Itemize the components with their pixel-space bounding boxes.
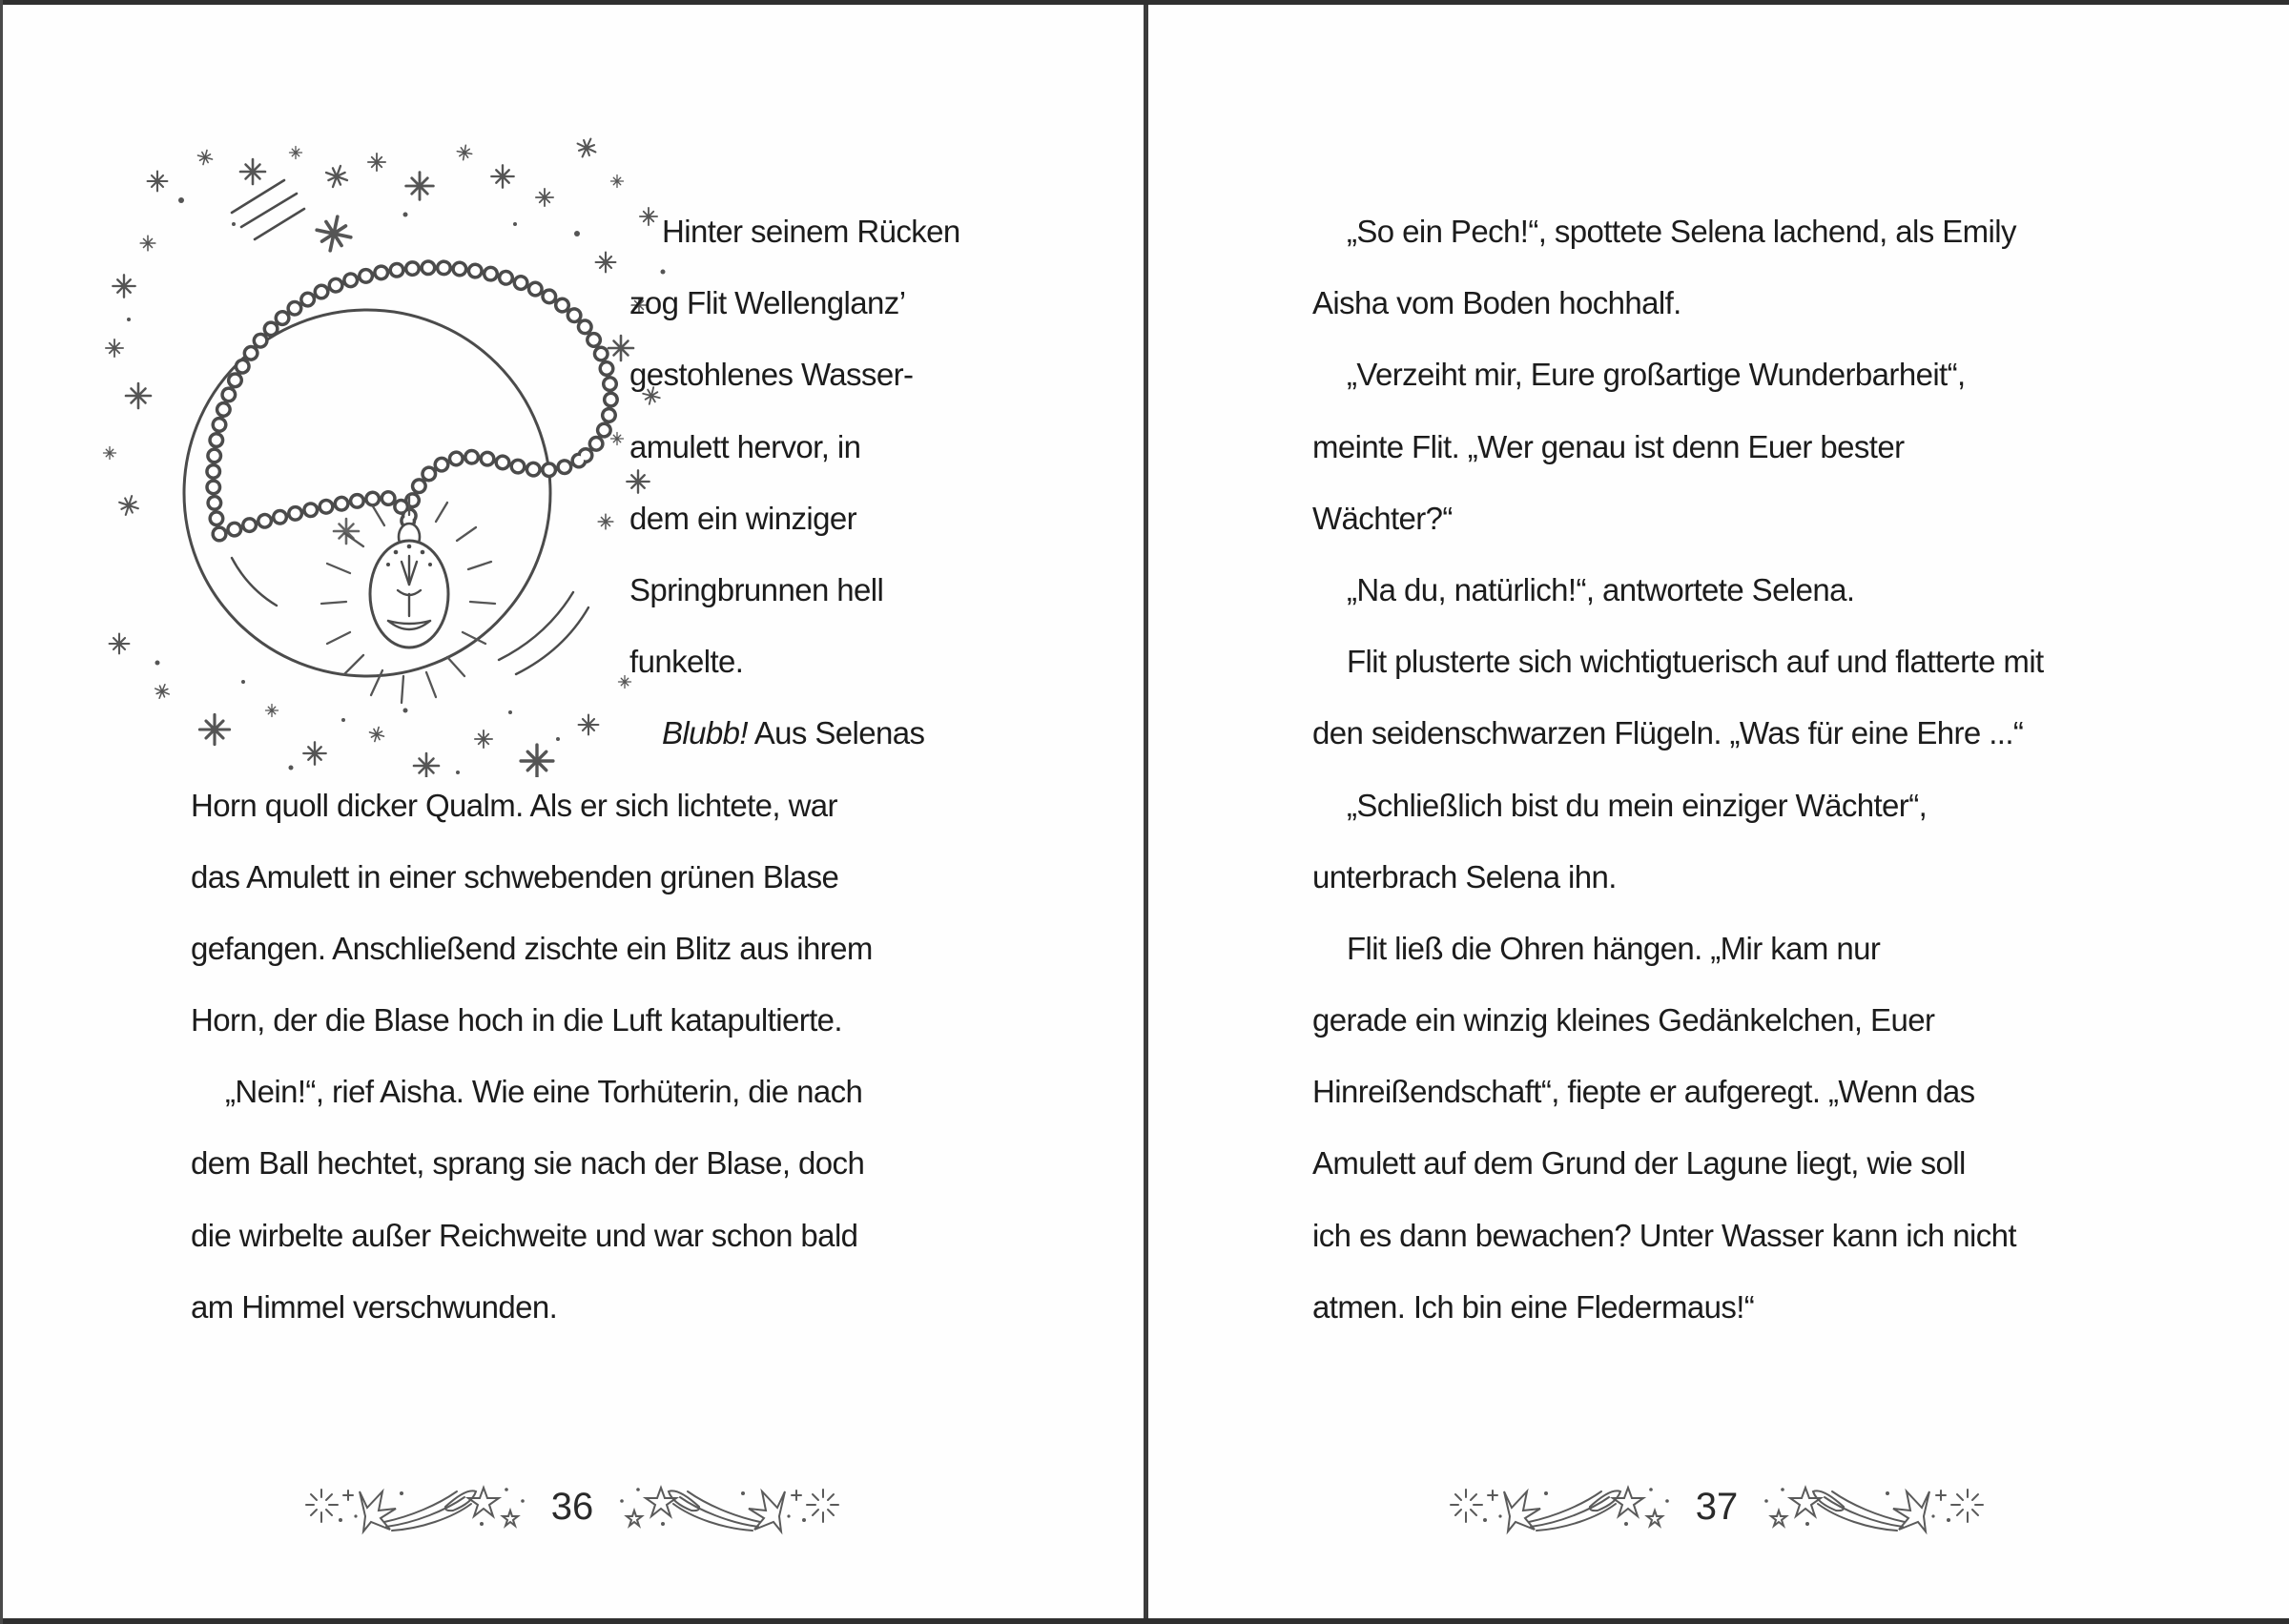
- text-line: gefangen. Anschließend zischte ein Blitz aus ihrem: [191, 930, 873, 966]
- onomatopoeia: Blubb!: [662, 715, 748, 751]
- text-line: Hinreißendschaft“, fiepte er aufgeregt. „Wenn das: [1312, 1074, 1975, 1110]
- footer-ornament-left: [302, 1478, 526, 1535]
- page-left: [0, 0, 1144, 1624]
- text-line: Wächter?“: [1312, 500, 1453, 536]
- page-gutter-divider: [1144, 0, 1148, 1624]
- scan-edge-left: [0, 0, 3, 1624]
- text-line: Hinter seinem Rücken: [662, 214, 960, 249]
- footer-ornament-right: [1763, 1478, 1987, 1535]
- text-line: Flit plusterte sich wichtigtuerisch auf und flatterte mit: [1347, 644, 2044, 680]
- text-line: am Himmel verschwunden.: [191, 1288, 558, 1325]
- text-fragment: Aus Selenas: [747, 715, 925, 751]
- text-line: dem Ball hechtet, sprang sie nach der Blase, doch: [191, 1145, 865, 1182]
- text-line: Flit ließ die Ohren hängen. „Mir kam nur: [1347, 930, 1881, 966]
- text-line: dem ein winziger: [629, 500, 857, 536]
- text-line: meinte Flit. „Wer genau ist denn Euer bester: [1312, 428, 1905, 464]
- text-line: ich es dann bewachen? Unter Wasser kann ich nicht: [1312, 1217, 2016, 1253]
- page-number: 37: [1695, 1486, 1739, 1528]
- left-text-column: [191, 195, 1063, 1343]
- text-line: gestohlenes Wasser-: [629, 357, 914, 393]
- text-line: Aisha vom Boden hochhalf.: [1312, 285, 1681, 321]
- text-line: „Verzeiht mir, Eure großartige Wunderbarheit“,: [1347, 357, 1966, 393]
- scan-edge-top: [0, 0, 2289, 5]
- text-line: funkelte.: [629, 644, 744, 680]
- text-line: Horn, der die Blase hoch in die Luft katapultierte.: [191, 1002, 842, 1038]
- footer-ornament-left: [1447, 1478, 1671, 1535]
- page-right: [1144, 0, 2289, 1624]
- page-number: 36: [550, 1486, 594, 1528]
- text-line: „So ein Pech!“, spottete Selena lachend, als Emily: [1347, 214, 2016, 249]
- text-line: „Schließlich bist du mein einziger Wächter“,: [1347, 787, 1928, 823]
- text-line: Horn quoll dicker Qualm. Als er sich lichtete, war: [191, 787, 837, 823]
- text-line: das Amulett in einer schwebenden grünen Blase: [191, 858, 839, 894]
- text-line: zog Flit Wellenglanz’: [629, 285, 906, 321]
- text-line: „Na du, natürlich!“, antwortete Selena.: [1347, 571, 1855, 607]
- footer-ornament-right: [618, 1478, 842, 1535]
- scan-edge-bottom: [0, 1618, 2289, 1624]
- text-line: die wirbelte außer Reichweite und war schon bald: [191, 1217, 858, 1253]
- text-line: den seidenschwarzen Flügeln. „Was für eine Ehre ...“: [1312, 715, 2024, 751]
- text-line: atmen. Ich bin eine Fledermaus!“: [1312, 1288, 1755, 1325]
- text-line: [191, 697, 1063, 769]
- text-line: gerade ein winzig kleines Gedänkelchen, Euer: [1312, 1002, 1935, 1038]
- left-footer: [0, 1476, 1144, 1537]
- text-line: Amulett auf dem Grund der Lagune liegt, wie soll: [1312, 1145, 1966, 1182]
- text-line: unterbrach Selena ihn.: [1312, 858, 1617, 894]
- right-text-column: [1312, 195, 2185, 1343]
- text-line: amulett hervor, in: [629, 428, 861, 464]
- text-line: Springbrunnen hell: [629, 571, 884, 607]
- right-footer: [1144, 1476, 2289, 1537]
- text-line: „Nein!“, rief Aisha. Wie eine Torhüterin, die nach: [225, 1074, 863, 1110]
